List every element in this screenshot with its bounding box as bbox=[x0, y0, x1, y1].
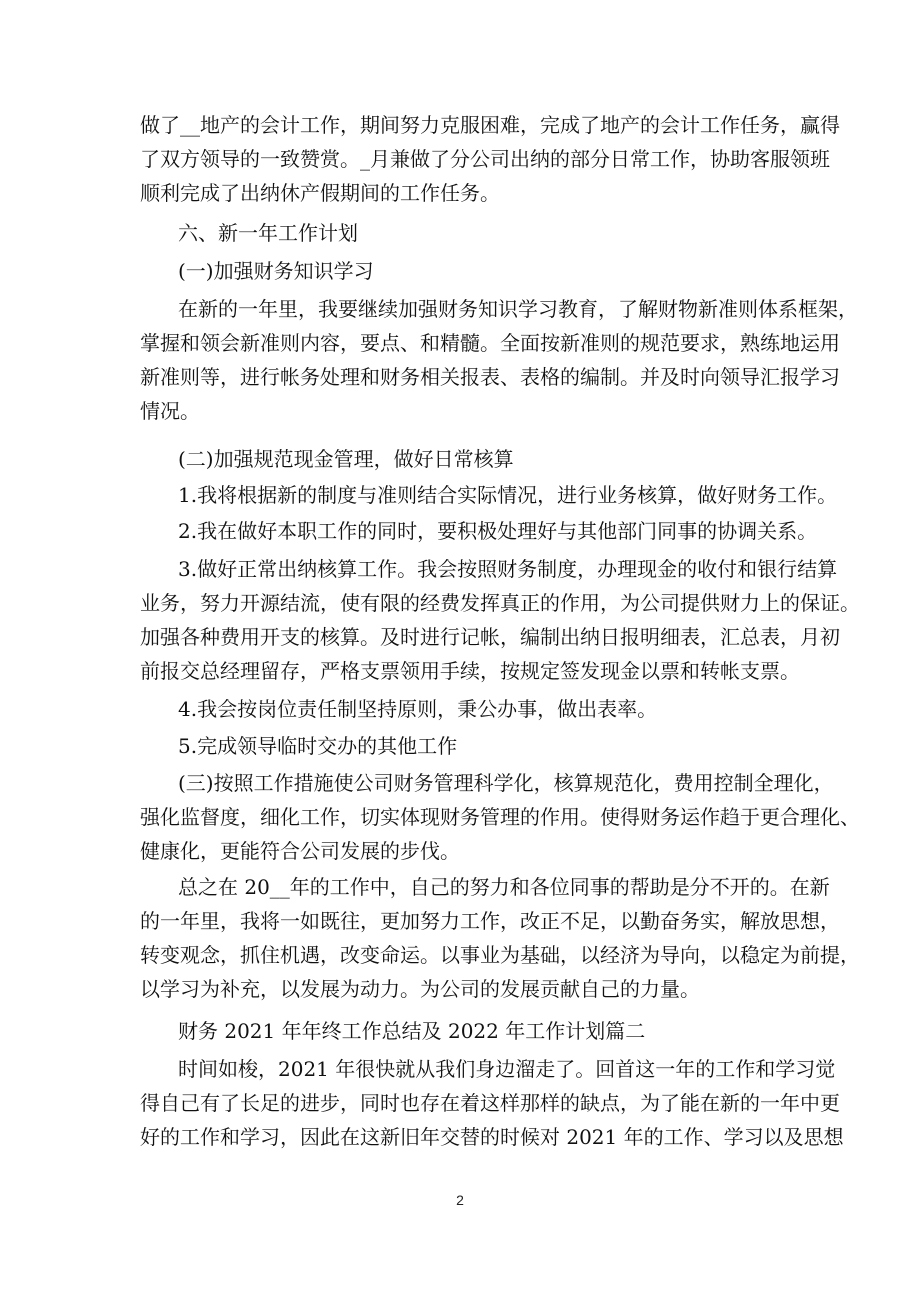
text-line: 转变观念，抓住机遇，改变命运。以事业为基础，以经济为导向，以稳定为前提， bbox=[140, 943, 860, 967]
text-line: 财务 2021 年年终工作总结及 2022 年工作计划篇二 bbox=[178, 1019, 646, 1043]
text-line: 得自己有了长足的进步，同时也存在着这样那样的缺点，为了能在新的一年中更 bbox=[140, 1091, 840, 1115]
text-line: 1.我将根据新的制度与准则结合实际情况，进行业务核算，做好财务工作。 bbox=[178, 483, 838, 507]
text-line: 3.做好正常出纳核算工作。我会按照财务制度，办理现金的收付和银行结算 bbox=[178, 557, 838, 581]
text-line: 的一年里，我将一如既往，更加努力工作，改正不足，以勤奋务实，解放思想， bbox=[140, 909, 840, 933]
text-line: 健康化，更能符合公司发展的步伐。 bbox=[140, 839, 460, 863]
text-line: 2.我在做好本职工作的同时，要积极处理好与其他部门同事的协调关系。 bbox=[178, 519, 818, 543]
text-line: 新准则等，进行帐务处理和财务相关报表、表格的编制。并及时向领导汇报学习 bbox=[140, 365, 840, 389]
text-line: 强化监督度，细化工作，切实体现财务管理的作用。使得财务运作趋于更合理化、 bbox=[140, 805, 860, 829]
page-number: 2 bbox=[456, 1192, 464, 1208]
text-line: (三)按照工作措施使公司财务管理科学化，核算规范化，费用控制全理化， bbox=[178, 771, 834, 795]
text-line: 了双方领导的一致赞赏。_月兼做了分公司出纳的部分日常工作，协助客服领班 bbox=[140, 147, 830, 171]
text-line: 掌握和领会新准则内容，要点、和精髓。全面按新准则的规范要求，熟练地运用 bbox=[140, 331, 840, 355]
text-line: (一)加强财务知识学习 bbox=[178, 259, 374, 283]
text-line: 在新的一年里，我要继续加强财务知识学习教育，了解财物新准则体系框架， bbox=[178, 297, 858, 321]
text-line: 时间如梭，2021 年很快就从我们身边溜走了。回首这一年的工作和学习觉 bbox=[178, 1057, 836, 1081]
text-line: 业务，努力开源结流，使有限的经费发挥真正的作用，为公司提供财力上的保证。 bbox=[140, 591, 860, 615]
text-line: (二)加强规范现金管理，做好日常核算 bbox=[178, 447, 514, 471]
text-line: 情况。 bbox=[140, 399, 200, 423]
text-line: 以学习为补充，以发展为动力。为公司的发展贡献自己的力量。 bbox=[140, 977, 700, 1001]
text-line: 加强各种费用开支的核算。及时进行记帐，编制出纳日报明细表，汇总表，月初 bbox=[140, 625, 840, 649]
text-line: 六、新一年工作计划 bbox=[178, 221, 358, 245]
text-line: 顺利完成了出纳休产假期间的工作任务。 bbox=[140, 181, 500, 205]
text-line: 前报交总经理留存，严格支票领用手续，按规定签发现金以票和转帐支票。 bbox=[140, 659, 800, 683]
text-line: 好的工作和学习，因此在这新旧年交替的时候对 2021 年的工作、学习以及思想 bbox=[140, 1125, 844, 1149]
text-line: 总之在 20__年的工作中，自己的努力和各位同事的帮助是分不开的。在新 bbox=[178, 875, 830, 899]
text-line: 4.我会按岗位责任制坚持原则，秉公办事，做出表率。 bbox=[178, 697, 658, 721]
text-line: 5.完成领导临时交办的其他工作 bbox=[178, 734, 458, 758]
text-line: 做了__地产的会计工作，期间努力克服困难，完成了地产的会计工作任务，赢得 bbox=[140, 113, 840, 137]
